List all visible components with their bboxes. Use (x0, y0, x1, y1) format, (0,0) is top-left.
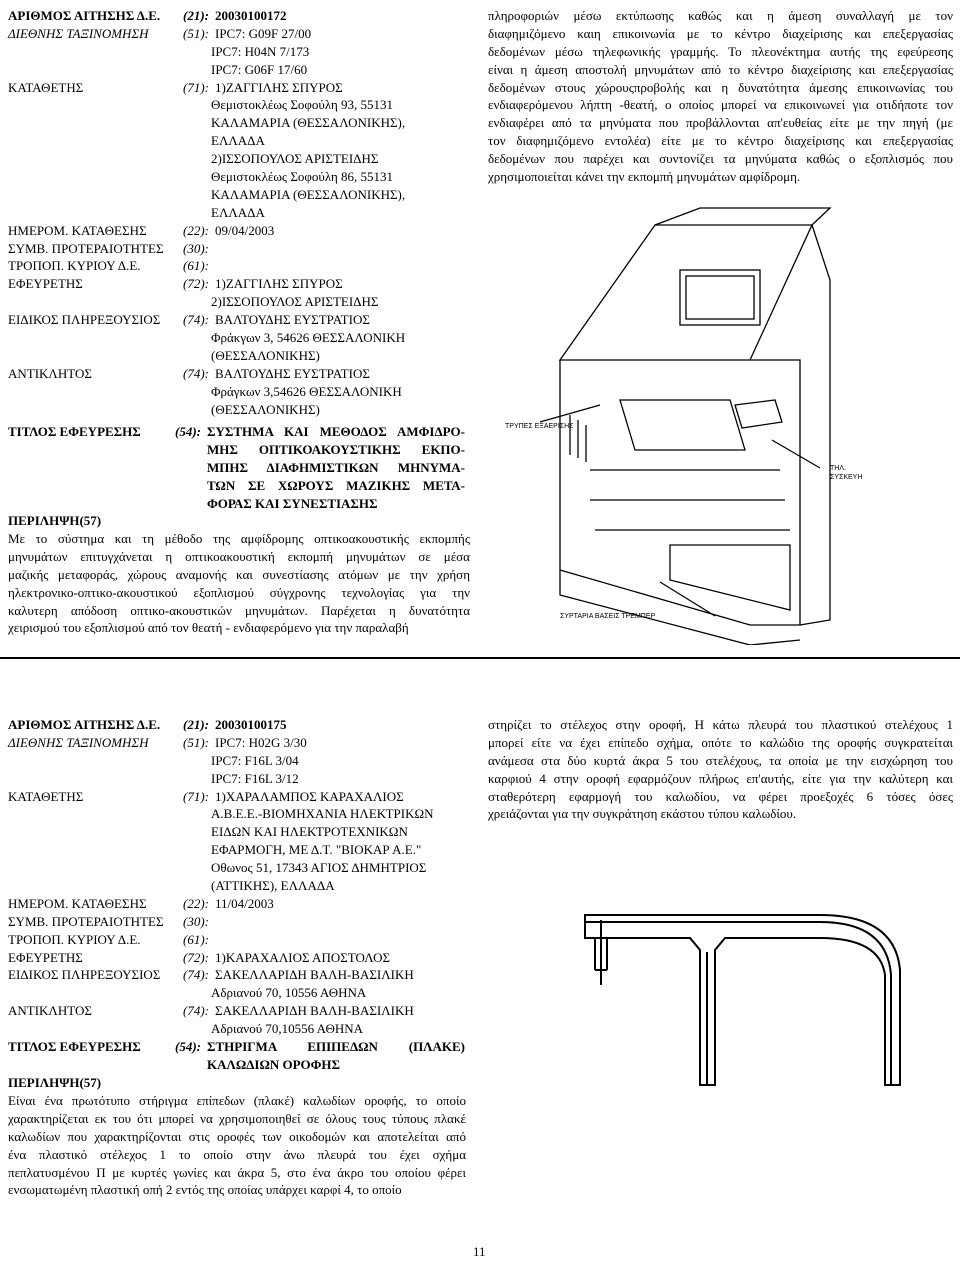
cabinet-right-side (800, 225, 830, 625)
field-code: (74): (183, 1003, 209, 1019)
field-label: ΕΦΕΥΡΕΤΗΣ (8, 276, 83, 292)
field-row (8, 734, 478, 752)
text-line: ενδιαφέρει από τα μηνύματα που προβάλλονται απ'ευθείας είτε με την πηγή (με (488, 115, 953, 131)
entry-2-abstract-continued (488, 716, 953, 823)
text-line: Με το σύστημα και τη μέθοδο της αμφίδρομης οπτικοακουστικής εκπομπής (8, 531, 470, 546)
field-code: (71): (183, 79, 209, 95)
text-line: ηλεκτρονικο-οπτικο-ακουστικού εξοπλισμού σύγχρονης τεχνολογίας για την (8, 584, 470, 600)
field-code: (22): (183, 895, 209, 911)
field-row (8, 823, 478, 841)
text-line: δεδομένων μέσω τηλεφωνικής γραμμής. Το πλεονέκτημα αυτής της εφεύρεσης (488, 43, 953, 59)
field-value: Θεμιστοκλέως Σοφούλη 93, 55131 (211, 97, 394, 113)
field-label: ΔΙΕΘΝΗΣ ΤΑΞΙΝΟΜΗΣΗ (8, 734, 149, 750)
entry-1-title-code: (54): (175, 424, 201, 439)
text-line: στηρίζει το στέλεχος στην οροφή, Η κάτω πλευρά του πλαστικού στελέχους 1 (488, 717, 953, 732)
field-label: ΤΡΟΠΟΠ. ΚΥΡΙΟΥ Δ.Ε. (8, 931, 141, 947)
fig1-label-base: ΣΥΡΤΑΡΙΑ ΒΑΣΕΙΣ ΤΡΕΜΠΕΡ (560, 613, 656, 620)
field-value: ΣΑΚΕΛΛΑΡΙΔΗ ΒΑΛΗ-ΒΑΣΙΛΙΚΗ (215, 967, 414, 983)
entry-1-title-label: ΤΙΤΛΟΣ ΕΦΕΥΡΕΣΗΣ (8, 424, 141, 439)
base (560, 570, 800, 645)
field-row (8, 716, 478, 734)
shelf-lines (590, 470, 790, 530)
entry-1-title (207, 423, 465, 512)
field-code: (74): (183, 312, 209, 328)
text-line: σταθερότερη εφαρμογή του καλωδίου, να φέρει προεξοχές 6 τόσες όσες (488, 788, 953, 804)
field-label: ΑΝΤΙΚΛΗΤΟΣ (8, 365, 92, 381)
field-value: 1)ΚΑΡΑΧΑΛΙΟΣ ΑΠΟΣΤΟΛΟΣ (215, 949, 391, 965)
field-value: Αδριανού 70, 10556 ΑΘΗΝΑ (211, 985, 367, 1001)
field-value: 1)ΧΑΡΑΛΑΜΠΟΣ ΚΑΡΑΧΑΛΙΟΣ (215, 788, 404, 804)
field-value: ΕΙΔΩΝ ΚΑΙ ΗΛΕΚΤΡΟΤΕΧΝΙΚΩΝ (211, 824, 408, 840)
entry-separator (0, 657, 960, 659)
field-code: (72): (183, 949, 209, 965)
field-label: ΕΙΔΙΚΟΣ ΠΛΗΡΕΞΟΥΣΙΟΣ (8, 967, 161, 983)
page-number: 11 (473, 1244, 486, 1259)
field-label: ΤΡΟΠΟΠ. ΚΥΡΙΟΥ Δ.Ε. (8, 258, 141, 274)
top-face-edge (655, 208, 830, 225)
text-line: ΤΩΝ ΣΕ ΧΩΡΟΥΣ ΜΑΖΙΚΗΣ ΜΕΤΑ- (207, 477, 465, 493)
fig1-label-side2: ΣΥΣΚΕΥΗ (830, 474, 863, 481)
field-row (8, 770, 478, 788)
field-value: IPC7: F16L 3/04 (211, 752, 299, 768)
entry-1-abstract (8, 530, 470, 637)
field-label: ΣΥΜΒ. ΠΡΟΤΕΡΑΙΟΤΗΤΕΣ (8, 913, 164, 929)
text-line: ΜΗΣ ΟΠΤΙΚΟΑΚΟΥΣΤΙΚΗΣ ΕΚΠΟ- (207, 441, 465, 457)
field-code: (22): (183, 222, 209, 238)
text-line: μαζικής μεταφοράς, χώρους αναμονής και συνεστίασης ατόμων με την χρήση (8, 566, 470, 582)
field-label: ΗΜΕΡΟΜ. ΚΑΤΑΘΕΣΗΣ (8, 222, 147, 238)
field-row (8, 859, 478, 877)
field-value: ΕΛΛΑΔΑ (211, 204, 265, 220)
text-line: ένα πλαστικό στέλεχος 1 το οποίο στην άνω πλευρά του έχει σχήμα (8, 1146, 466, 1162)
field-value: (ΘΕΣΣΑΛΟΝΙΚΗΣ) (211, 401, 320, 417)
field-row (8, 96, 478, 114)
field-value: ΒΑΛΤΟΥΔΗΣ ΕΥΣΤΡΑΤΙΟΣ (215, 365, 370, 381)
field-value: ΣΑΚΕΛΛΑΡΙΔΗ ΒΑΛΗ-ΒΑΣΙΛΙΚΗ (215, 1003, 414, 1019)
field-row (8, 114, 478, 132)
entry-2-title (207, 1038, 465, 1074)
field-label: ΚΑΤΑΘΕΤΗΣ (8, 79, 84, 95)
text-line: μπορεί είτε να έχει επίπεδο σχήμα, οπότε το καλώδιο της οροφής συγκρατείται (488, 734, 953, 750)
field-code: (74): (183, 365, 209, 381)
screen (680, 270, 760, 325)
pointer-3 (660, 582, 715, 616)
field-row (8, 347, 478, 365)
field-row (8, 401, 478, 419)
field-value: Α.Β.Ε.Ε.-ΒΙΟΜΗΧΑΝΙΑ ΗΛΕΚΤΡΙΚΩΝ (211, 806, 434, 822)
fig1-label-side: ΤΗΛ. (830, 465, 846, 472)
field-code: (30): (183, 913, 209, 929)
field-value: 11/04/2003 (215, 895, 274, 911)
field-value: Θεμιστοκλέως Σοφούλη 86, 55131 (211, 169, 394, 185)
text-line: διαφημιζόμενο καιη επικοινωνία με το κέντρο διαχείρισης και επεξεργασίας (488, 25, 953, 41)
text-line: χαρακτηρίζεται εκ του ότι μπορεί να χρησιμοποιηθεί σε όλους τους τύπους πλακέ (8, 1110, 466, 1126)
field-value: Φράκγων 3, 54626 ΘΕΣΣΑΛΟΝΙΚΗ (211, 330, 406, 346)
field-value: IPC7: G09F 27/00 (215, 25, 312, 41)
field-code: (51): (183, 734, 209, 750)
support-inner-top (585, 922, 891, 1085)
entry-2-abstract-heading: ΠΕΡΙΛΗΨΗ(57) (8, 1075, 102, 1090)
pointer-2 (772, 440, 820, 468)
field-row (8, 222, 478, 240)
field-label: ΑΡΙΘΜΟΣ ΑΙΤΗΣΗΣ Δ.Ε. (8, 8, 161, 23)
entry-2-abstract (8, 1092, 466, 1199)
field-value: ΕΛΛΑΔΑ (211, 133, 265, 149)
field-row (8, 168, 478, 186)
field-row (8, 931, 478, 949)
phone-shape (735, 400, 782, 428)
field-row (8, 913, 478, 931)
entry-1-figure (500, 200, 940, 645)
field-row (8, 949, 478, 967)
field-value: IPC7: H02G 3/30 (215, 734, 307, 750)
text-line: τον διαφημιζόμενο εντολέα) είτε με το κέντρο διαχείρισης και επεξεργασίας (488, 133, 953, 149)
field-row (8, 186, 478, 204)
text-line: ΜΠΗΣ ΔΙΑΦΗΜΙΣΤΙΚΩΝ ΜΗΝΥΜΑ- (207, 459, 465, 475)
field-row (8, 752, 478, 770)
field-label: ΕΙΔΙΚΟΣ ΠΛΗΡΕΞΟΥΣΙΟΣ (8, 312, 161, 328)
field-row (8, 204, 478, 222)
entry-2-title-code: (54): (175, 1039, 201, 1054)
text-line: ενσωματωμένη πλαστική οπή 2 εντός της οποίας υπάρχει καρφί 4, το οποίο (8, 1182, 402, 1198)
entry-2-figure (565, 880, 945, 1090)
field-value: 20030100175 (215, 717, 287, 732)
field-label: ΑΡΙΘΜΟΣ ΑΙΤΗΣΗΣ Δ.Ε. (8, 717, 161, 732)
text-line: καλωδίων που χαρακτηρίζονται στις οροφές των οικοδομών και αποτελείται από (8, 1128, 466, 1144)
field-value: (ΑΤΤΙΚΗΣ), ΕΛΛΑΔΑ (211, 878, 335, 894)
field-value: 1)ΖΑΓΓΙΛΗΣ ΣΠΥΡΟΣ (215, 79, 343, 95)
text-line: πεπλατυσμένου Π με κυρτές γωνίες και άκρα 5, στο ένα άκρο του οποίου φέρει (8, 1164, 466, 1180)
field-row (8, 1020, 478, 1038)
field-row (8, 966, 478, 984)
field-code: (61): (183, 258, 209, 274)
field-code: (72): (183, 276, 209, 292)
field-row (8, 150, 478, 168)
field-label: ΣΥΜΒ. ΠΡΟΤΕΡΑΙΟΤΗΤΕΣ (8, 240, 164, 256)
field-value: ΚΑΛΑΜΑΡΙΑ (ΘΕΣΣΑΛΟΝΙΚΗΣ), (211, 186, 406, 202)
field-row (8, 132, 478, 150)
text-line: χειρισμού του εξοπλισμού από τον θεατή - ενδιαφερόμενο για την παραλαβή (8, 620, 409, 636)
field-value: (ΘΕΣΣΑΛΟΝΙΚΗΣ) (211, 347, 320, 363)
field-value: Αδριανού 70,10556 ΑΘΗΝΑ (211, 1021, 364, 1037)
field-row (8, 275, 478, 293)
field-code: (21): (183, 8, 209, 23)
text-line: δεδομένων στους χώρουςπροβολής και η δυνατότητα άμεσης επικοινωνίας του (488, 79, 953, 95)
text-line: καρφιού 4 στην οροφή εφαρμόζουν πλήρως επ'αυτής, είτε για την καλύτερη και (488, 770, 953, 786)
field-row (8, 293, 478, 311)
field-value: IPC7: F16L 3/12 (211, 770, 299, 786)
field-row (8, 365, 478, 383)
field-row (8, 311, 478, 329)
field-row (8, 257, 478, 275)
text-line: καλυτερη απόδοση οπτικο-ακουστικών μηνυμάτων. Παρέχεται η δυνατότητα (8, 602, 470, 618)
field-value: 20030100172 (215, 8, 287, 23)
entry-1-abstract-continued (488, 7, 953, 186)
field-row (8, 43, 478, 61)
field-row (8, 240, 478, 258)
field-code: (74): (183, 967, 209, 983)
field-row (8, 984, 478, 1002)
drawer-lines (670, 545, 790, 610)
text-line: ενδιαφερόμενου λήπτη -θεατή, ο οποίος μπορεί να επικοινωνεί για οτιδήποτε τον (488, 97, 953, 113)
field-code: (71): (183, 788, 209, 804)
field-value: Φράγκων 3,54626 ΘΕΣΣΑΛΟΝΙΚΗ (211, 383, 402, 399)
entry-1-abstract-heading: ΠΕΡΙΛΗΨΗ(57) (8, 513, 102, 528)
text-line: μηνυμάτων επιτυγχάνεται η οπτικοακουστική εκπομπή μηνυμάτων σε μέσα (8, 548, 470, 564)
field-row (8, 7, 478, 25)
field-row (8, 895, 478, 913)
entry-2-fields (8, 716, 478, 1038)
field-row (8, 329, 478, 347)
text-line: ΚΑΛΩΔΙΩΝ ΟΡΟΦΗΣ (207, 1056, 341, 1072)
field-row (8, 805, 478, 823)
field-value: ΒΑΛΤΟΥΔΗΣ ΕΥΣΤΡΑΤΙΟΣ (215, 312, 370, 328)
screen-inner (686, 276, 754, 319)
field-row (8, 841, 478, 859)
text-line: Είναι ένα πρωτότυπο στήριγμα επίπεδων (πλακέ) καλωδίων οροφής, το οποίο (8, 1093, 466, 1108)
field-row (8, 877, 478, 895)
field-value: IPC7: H04N 7/173 (211, 43, 310, 59)
text-line: πληροφοριών μέσω εκτύπωσης καθώς και η άμεση συναλλαγή με τον (488, 8, 953, 23)
field-row (8, 1002, 478, 1020)
field-value: ΕΦΑΡΜΟΓΗ, ΜΕ Δ.Τ. "ΒΙΟΚΑΡ Α.Ε." (211, 842, 422, 858)
field-row (8, 79, 478, 97)
field-value: 2)ΙΣΣΟΠΟΥΛΟΣ ΑΡΙΣΤΕΙΔΗΣ (211, 294, 379, 310)
support-outline (585, 915, 900, 1085)
text-line: χρειάζονται για την συγκράτηση εκάστου τύπου καλωδίου. (488, 806, 797, 822)
field-row (8, 383, 478, 401)
field-label: ΚΑΤΑΘΕΤΗΣ (8, 788, 84, 804)
field-value: Οθωνος 51, 17343 ΑΓΙΟΣ ΔΗΜΗΤΡΙΟΣ (211, 860, 427, 876)
text-line: ΦΟΡΑΣ ΚΑΙ ΣΥΝΕΣΤΙΑΣΗΣ (207, 495, 378, 511)
field-label: ΗΜΕΡΟΜ. ΚΑΤΑΘΕΣΗΣ (8, 895, 147, 911)
field-code: (30): (183, 240, 209, 256)
field-code: (51): (183, 25, 209, 41)
field-value: 2)ΙΣΣΟΠΟΥΛΟΣ ΑΡΙΣΤΕΙΔΗΣ (211, 151, 379, 167)
field-value: ΚΑΛΑΜΑΡΙΑ (ΘΕΣΣΑΛΟΝΙΚΗΣ), (211, 115, 406, 131)
field-value: 1)ΖΑΓΓΙΛΗΣ ΣΠΥΡΟΣ (215, 276, 343, 292)
entry-1-fields (8, 7, 478, 418)
text-line: ΣΤΗΡΙΓΜΑ ΕΠΙΠΕΔΩΝ (ΠΛΑΚΕ) (207, 1039, 465, 1054)
field-code: (61): (183, 931, 209, 947)
text-line: ανάμεσα στα δύο κυρτά άκρα 5 του στελέχους, τα οποία με την εισχώρηση του (488, 752, 953, 768)
field-value: 09/04/2003 (215, 222, 275, 238)
text-line: ΣΥΣΤΗΜΑ ΚΑΙ ΜΕΘΟΔΟΣ ΑΜΦΙΔΡΟ- (207, 424, 465, 439)
fig1-label-top: ΤΡΥΠΕΣ ΕΞΑΕΡΙΣΗΣ (505, 423, 574, 430)
field-label: ΔΙΕΘΝΗΣ ΤΑΞΙΝΟΜΗΣΗ (8, 25, 149, 41)
field-label: ΑΝΤΙΚΛΗΤΟΣ (8, 1003, 92, 1019)
field-code: (21): (183, 717, 209, 732)
entry-2-title-label: ΤΙΤΛΟΣ ΕΦΕΥΡΕΣΗΣ (8, 1039, 141, 1054)
text-line: δεδομένων που παρέχει και συντονίζει τα μηνύματα καθώς ο εξοπλισμός που (488, 151, 953, 167)
keypad-panel (620, 400, 745, 450)
field-row (8, 25, 478, 43)
text-line: χρησιμοποιείται κάνει την εκπομπή μηνυμάτων αμφίδρομη. (488, 169, 801, 185)
field-label: ΕΦΕΥΡΕΤΗΣ (8, 949, 83, 965)
field-value: IPC7: G06F 17/60 (211, 61, 308, 77)
field-row (8, 61, 478, 79)
field-row (8, 788, 478, 806)
text-line: είναι η άμεση αποστολή μηνυμάτων από το κέντρο διαχείρισης και επεξεργασίας (488, 61, 953, 77)
